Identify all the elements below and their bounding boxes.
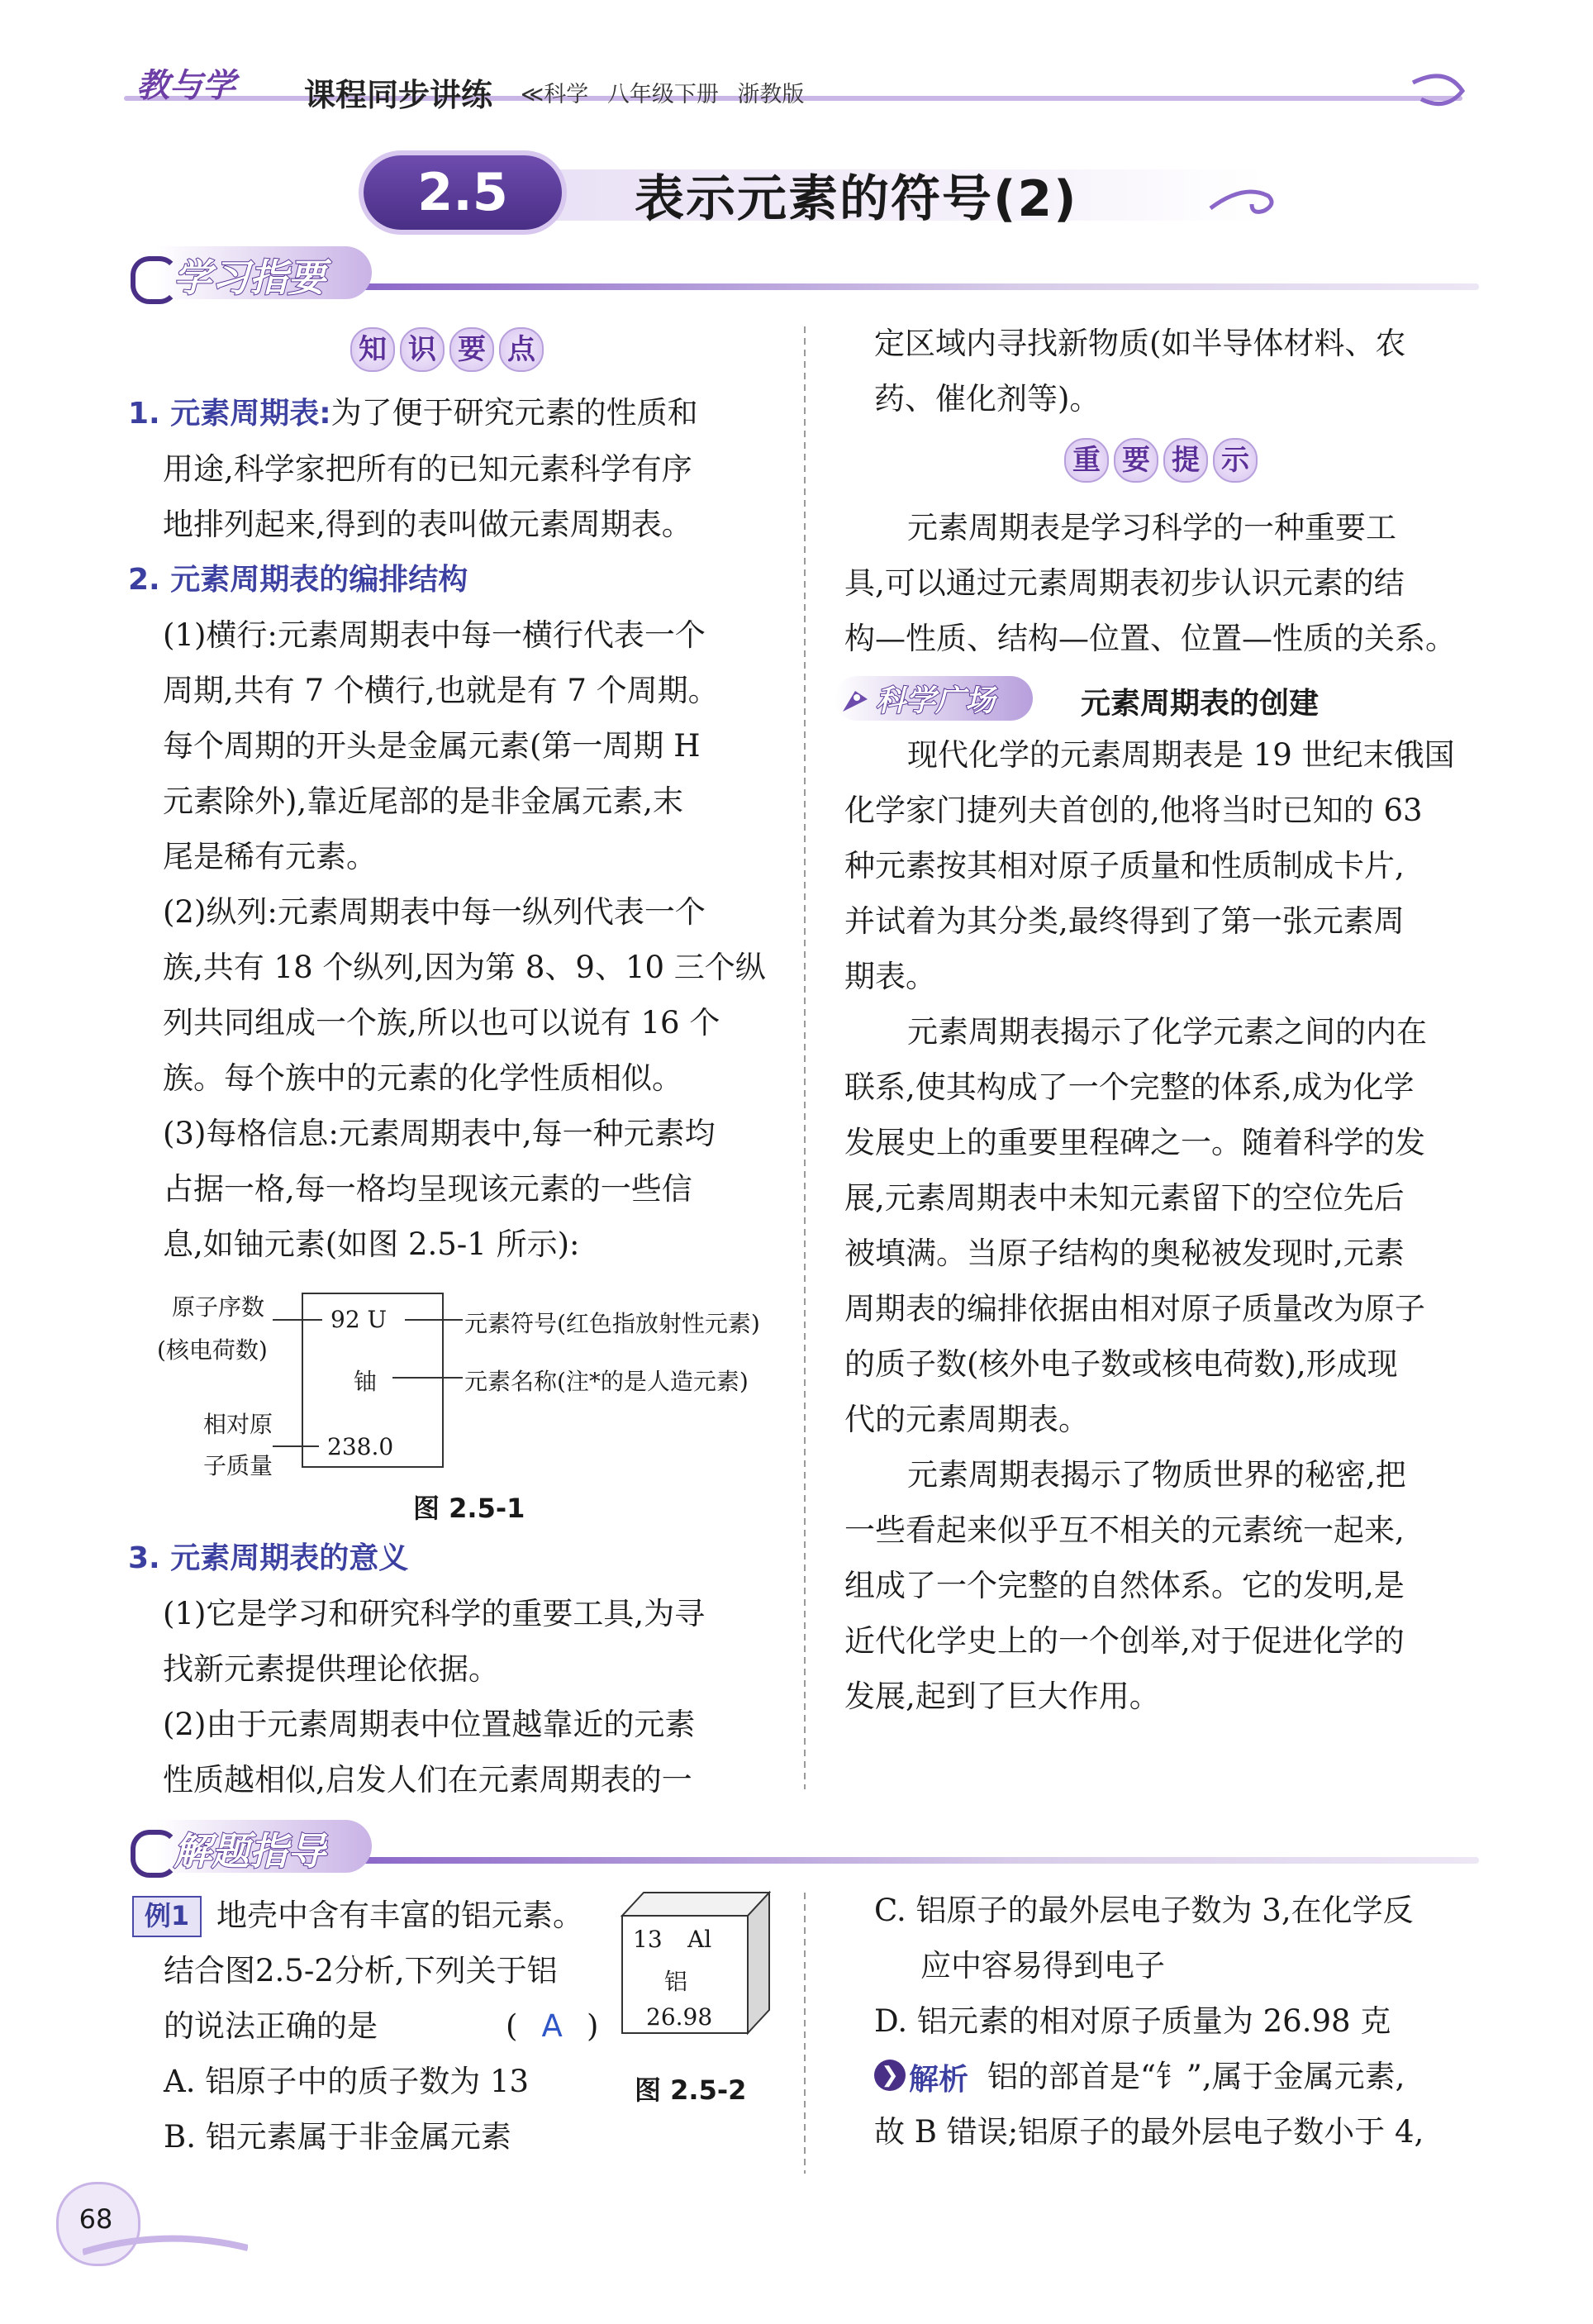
text-line: 族,共有 18 个纵列,因为第 8、9、10 三个纵 (163, 950, 766, 985)
fig1-atomic-number-label: 原子序数 (172, 1293, 265, 1321)
text-line: 地排列起来,得到的表叫做元素周期表。 (163, 507, 692, 542)
answer-close: ) (586, 2008, 599, 2044)
text-line: 定区域内寻找新物质(如半导体材料、农 (874, 326, 1406, 361)
footer-swoosh-decoration (83, 2231, 248, 2256)
heading-char: 知 (350, 327, 395, 372)
solve-guide-title: 解题指导 (174, 1829, 326, 1874)
text-line: 性质越相似,启发人们在元素周期表的一 (163, 1762, 692, 1798)
option-d: D. 铝元素的相对原子质量为 26.98 克 (874, 2003, 1391, 2039)
text-line: 化学家门捷列夫首创的,他将当时已知的 63 (844, 793, 1423, 828)
text-line: 列共同组成一个族,所以也可以说有 16 个 (163, 1005, 720, 1041)
text-line: 近代化学史上的一个创举,对于促进化学的 (844, 1623, 1405, 1659)
fig1-mass: 238.0 (327, 1433, 394, 1460)
text-line: 构—性质、结构—位置、位置—性质的关系。 (844, 621, 1456, 656)
banner-c-icon (131, 256, 178, 304)
fig2-caption: 图 2.5-2 (635, 2074, 747, 2106)
example-line: 的说法正确的是 (164, 2008, 378, 2044)
example-tag: 例1 (132, 1896, 202, 1937)
heading-char: 点 (499, 327, 544, 372)
heading-char: 要 (1114, 438, 1158, 483)
example-line: 地壳中含有丰富的铝元素。 (216, 1898, 583, 1933)
text-line: 用途,科学家把所有的已知元素科学有序 (163, 451, 692, 487)
header-meta: ≪科学 八年级下册 浙教版 (521, 82, 805, 107)
knowledge-body-3 (128, 1531, 781, 1807)
text-line: 元素周期表揭示了化学元素之间的内在 (907, 1014, 1427, 1050)
knowledge-body (128, 385, 781, 1272)
science-plaza-body (844, 727, 1489, 1724)
knowledge-heading (350, 327, 544, 372)
analysis-line: 故 B 错误;铝原子的最外层电子数小于 4, (874, 2114, 1424, 2150)
text-line: 找新元素提供理论依据。 (163, 1651, 499, 1687)
tip-heading (1064, 438, 1258, 483)
fig1-name-note: 元素名称(注*的是人造元素) (464, 1368, 749, 1395)
analysis-label: 解析 (909, 2063, 969, 2097)
science-plaza-label: 科学广场 (876, 684, 996, 718)
option-b: B. 铝元素属于非金属元素 (164, 2119, 511, 2155)
column-divider-2 (804, 1893, 806, 2174)
fig2-name: 铝 (664, 1968, 688, 1995)
heading-char: 识 (400, 327, 445, 372)
text-line: 具,可以通过元素周期表初步认识元素的结 (844, 565, 1405, 601)
text-line: (2)由于元素周期表中位置越靠近的元素 (163, 1707, 696, 1742)
text-line: 代的元素周期表。 (844, 1402, 1089, 1437)
fig1-nuclear-charge-label: (核电荷数) (157, 1336, 268, 1364)
study-guide-title: 学习指要 (174, 255, 326, 300)
heading-char: 示 (1213, 438, 1258, 483)
text-line: 族。每个族中的元素的化学性质相似。 (163, 1060, 682, 1096)
option-a: A. 铝原子中的质子数为 13 (164, 2064, 530, 2099)
text-line: 组成了一个完整的自然体系。它的发明,是 (844, 1568, 1405, 1603)
text-line: (3)每格信息:元素周期表中,每一种元素均 (163, 1116, 716, 1151)
text-line: 元素周期表是学习科学的一种重要工 (907, 510, 1396, 545)
fig1-element-name: 铀 (354, 1368, 378, 1395)
option-c-cont: 应中容易得到电子 (920, 1948, 1165, 1983)
text-line: 并试着为其分类,最终得到了第一张元素周 (844, 903, 1405, 939)
tip-body (844, 500, 1489, 666)
fig1-symbol-note: 元素符号(红色指放射性元素) (464, 1310, 760, 1337)
text-line: 发展史上的重要里程碑之一。随着科学的发 (844, 1125, 1425, 1160)
page-title: 表示元素的符号(2) (635, 170, 1078, 228)
study-guide-line (347, 283, 1479, 290)
column-divider (804, 326, 806, 1789)
solve-guide-line (347, 1857, 1479, 1864)
text-line: 元素除外),靠近尾部的是非金属元素,末 (163, 783, 683, 819)
text-line: (1)它是学习和研究科学的重要工具,为寻 (163, 1596, 706, 1631)
answer-bracket (506, 1998, 598, 2054)
text-line: 占据一格,每一格均呈现该元素的一些信 (163, 1171, 692, 1207)
page-number: 68 (78, 2203, 113, 2235)
example-line: 结合图2.5-2分析,下列关于铝 (164, 1953, 558, 1988)
option-c: C. 铝原子的最外层电子数为 3,在化学反 (874, 1893, 1414, 1928)
fig1-relative-mass-label2: 子质量 (203, 1452, 273, 1479)
banner-c-icon (131, 1830, 178, 1878)
fig2-mass: 26.98 (646, 2003, 713, 2031)
analysis-arrow-icon: ❯ (874, 2060, 906, 2091)
text-line: 周期,共有 7 个横行,也就是有 7 个周期。 (163, 673, 719, 708)
heading-char: 要 (449, 327, 494, 372)
text-line: 元素周期表揭示了物质世界的秘密,把 (907, 1457, 1406, 1493)
text-line: (1)横行:元素周期表中每一横行代表一个 (163, 617, 706, 653)
text-line: 被填满。当原子结构的奥秘被发现时,元素 (844, 1236, 1405, 1271)
fig2-symbol: Al (687, 1926, 712, 1953)
text-line: 的质子数(核外电子数或核电荷数),形成现 (844, 1346, 1398, 1382)
fig2-number: 13 (633, 1926, 663, 1953)
fig1-number-symbol: 92 U (330, 1306, 388, 1333)
science-plaza-title: 元素周期表的创建 (1081, 687, 1320, 721)
title-swirl-icon (1206, 175, 1281, 221)
text-line: 周期表的编排依据由相对原子质量改为原子 (844, 1291, 1425, 1326)
answer-value: A (541, 2008, 563, 2044)
p1-heading: 1. 元素周期表: (128, 397, 331, 431)
text-line: 联系,使其构成了一个完整的体系,成为化学 (844, 1069, 1415, 1105)
text-line: 药、催化剂等)。 (874, 381, 1101, 417)
right-column-top (844, 316, 1489, 426)
text-line: 每个周期的开头是金属元素(第一周期 H (163, 728, 701, 764)
text-line: 息,如铀元素(如图 2.5-1 所示): (163, 1226, 580, 1262)
p2-heading: 2. 元素周期表的编排结构 (128, 563, 468, 597)
text-line: 一些看起来似乎互不相关的元素统一起来, (844, 1512, 1405, 1548)
section-number: 2.5 (417, 162, 508, 222)
header-logo: 教与学 (136, 66, 235, 105)
fig1-caption: 图 2.5-1 (413, 1493, 525, 1524)
text-line: 尾是稀有元素。 (163, 839, 377, 874)
text-line: 发展,起到了巨大作用。 (844, 1679, 1160, 1714)
header-series: 课程同步讲练 (304, 77, 493, 113)
fig1-relative-mass-label: 相对原 (203, 1411, 273, 1438)
rocket-icon (839, 683, 872, 716)
text-line: 种元素按其相对原子质量和性质制成卡片, (844, 848, 1405, 883)
text-line: 展,元素周期表中未知元素留下的空位先后 (844, 1180, 1405, 1216)
p3-heading: 3. 元素周期表的意义 (128, 1541, 409, 1575)
heading-char: 重 (1064, 438, 1109, 483)
text-line: (2)纵列:元素周期表中每一纵列代表一个 (163, 894, 706, 930)
text-line: 期表。 (844, 959, 936, 994)
text-line: 现代化学的元素周期表是 19 世纪末俄国 (907, 737, 1455, 773)
analysis-line: 铝的部首是“钅”,属于金属元素, (987, 2059, 1405, 2094)
text-line: 为了便于研究元素的性质和 (330, 395, 698, 431)
answer-open: ( (506, 2008, 518, 2044)
heading-char: 提 (1163, 438, 1208, 483)
